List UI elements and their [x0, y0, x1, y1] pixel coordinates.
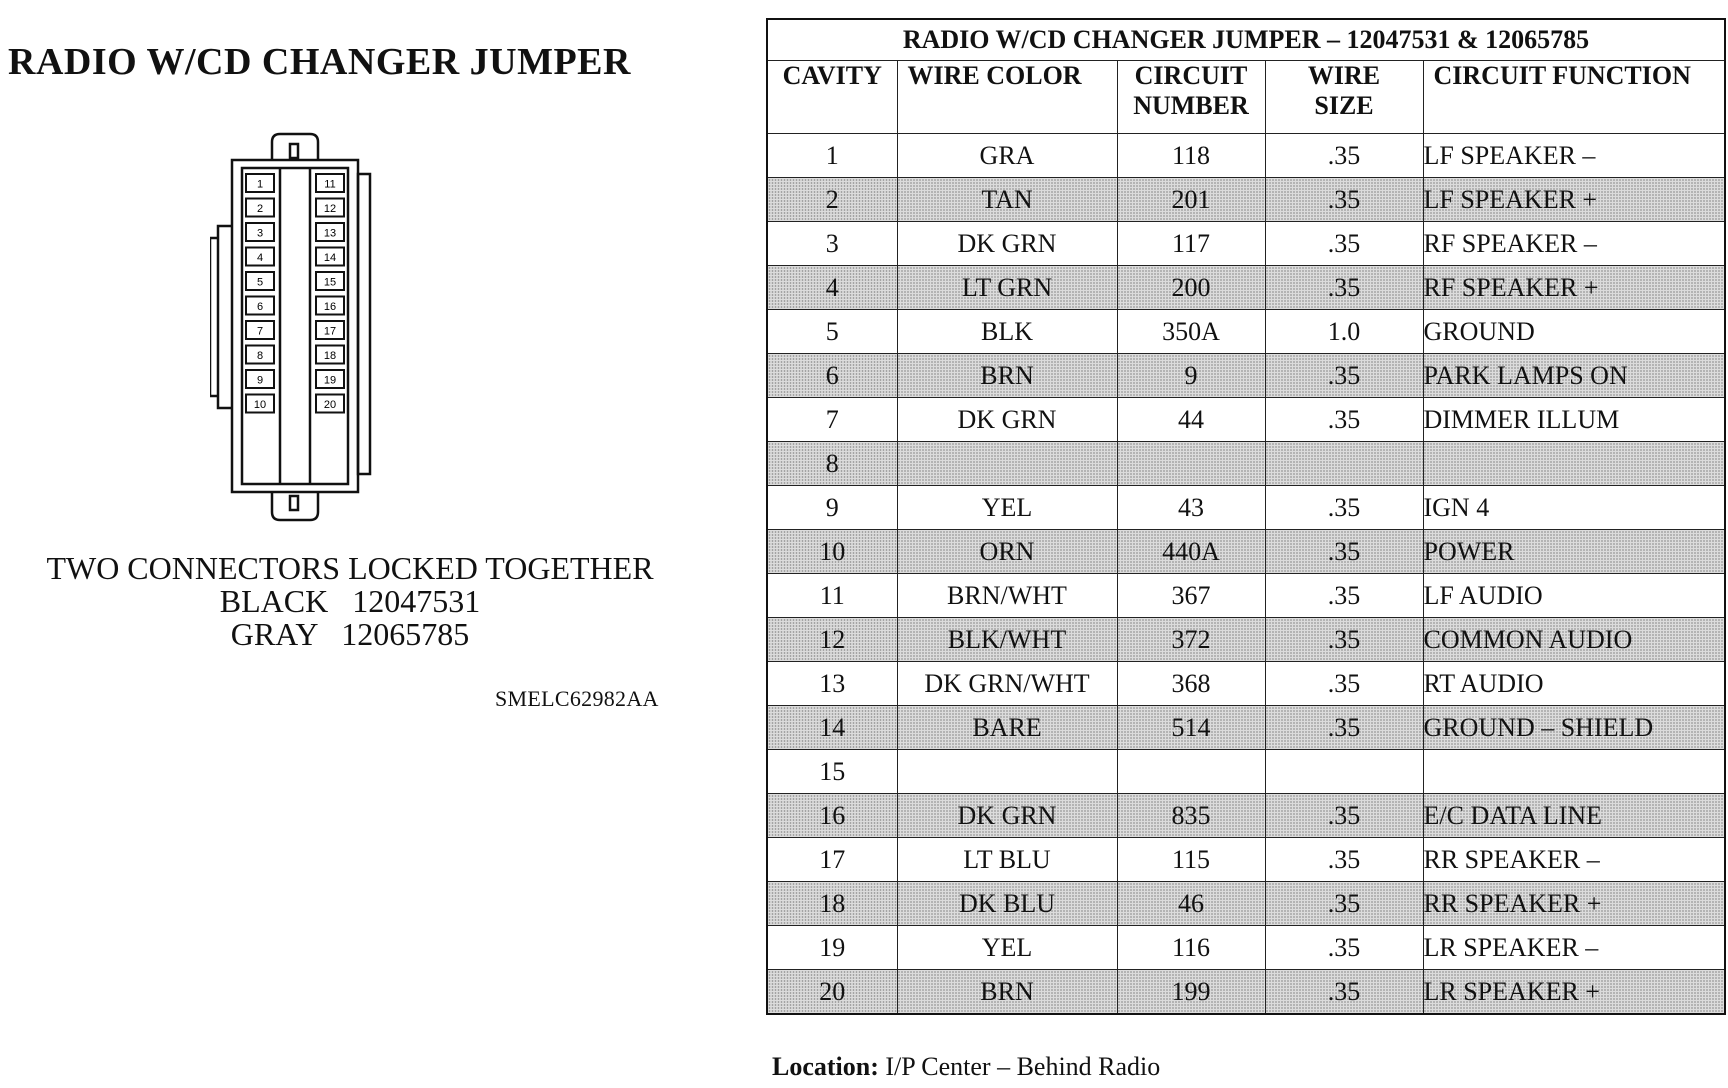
cell-wire-color: TAN — [897, 178, 1117, 222]
cell-cavity: 16 — [767, 794, 897, 838]
cell-circuit-number: 117 — [1117, 222, 1265, 266]
cell-wire-color: ORN — [897, 530, 1117, 574]
header-circuit-function: CIRCUIT FUNCTION — [1423, 61, 1725, 134]
cell-circuit-number — [1117, 750, 1265, 794]
pin-number-label: 9 — [256, 374, 264, 387]
pin-number-label: 20 — [323, 399, 337, 411]
cell-circuit-number: 372 — [1117, 618, 1265, 662]
right-pin-column — [316, 174, 344, 413]
pin-number-label: 14 — [323, 252, 337, 264]
table-row — [767, 794, 1725, 838]
cell-wire-color: DK BLU — [897, 882, 1117, 926]
cell-cavity: 6 — [767, 354, 897, 398]
cell-cavity: 19 — [767, 926, 897, 970]
cell-wire-size: .35 — [1265, 706, 1423, 750]
pin-number-label: 5 — [256, 276, 264, 289]
cell-cavity: 8 — [767, 442, 897, 486]
cell-circuit-number: 368 — [1117, 662, 1265, 706]
cell-wire-color: GRA — [897, 134, 1117, 178]
table-row — [767, 926, 1725, 970]
table-row — [767, 134, 1725, 178]
cell-wire-size: .35 — [1265, 618, 1423, 662]
cell-circuit-number: 835 — [1117, 794, 1265, 838]
reference-code: SMELC62982AA — [495, 686, 659, 711]
cell-circuit-function — [1423, 750, 1725, 794]
cell-circuit-number: 43 — [1117, 486, 1265, 530]
pin-number-label: 17 — [323, 325, 337, 338]
table-row — [767, 970, 1725, 1015]
cell-cavity: 13 — [767, 662, 897, 706]
cell-circuit-number: 118 — [1117, 134, 1265, 178]
header-circuit-number — [1117, 61, 1265, 134]
cell-wire-size — [1265, 442, 1423, 486]
header-wire-color: WIRE COLOR — [897, 61, 1117, 134]
cell-wire-color: BLK/WHT — [897, 618, 1117, 662]
cell-wire-size: .35 — [1265, 178, 1423, 222]
location-label: Location: — [772, 1052, 879, 1081]
pin-number-label: 1 — [256, 178, 264, 191]
cell-cavity: 5 — [767, 310, 897, 354]
table-row — [767, 310, 1725, 354]
cell-circuit-number: 367 — [1117, 574, 1265, 618]
cell-wire-color: LT BLU — [897, 838, 1117, 882]
pin-number-label: 10 — [253, 399, 267, 411]
cell-cavity: 11 — [767, 574, 897, 618]
pin-number-label: 2 — [256, 203, 264, 215]
cell-circuit-function: LF SPEAKER + — [1423, 178, 1725, 222]
pin-number-label: 8 — [256, 350, 264, 362]
cell-circuit-function: LR SPEAKER – — [1423, 926, 1725, 970]
table-row — [767, 838, 1725, 882]
pin-number-label: 15 — [323, 276, 337, 289]
gray-connector-part: GRAY 12065785 — [230, 616, 470, 652]
cell-circuit-function: RF SPEAKER – — [1423, 222, 1725, 266]
table-row — [767, 442, 1725, 486]
table-row — [767, 618, 1725, 662]
location-value: I/P Center – Behind Radio — [878, 1052, 1161, 1081]
connector-face-diagram — [210, 128, 400, 528]
cell-circuit-function: COMMON AUDIO — [1423, 618, 1725, 662]
cell-circuit-function: DIMMER ILLUM — [1423, 398, 1725, 442]
cell-circuit-function: IGN 4 — [1423, 486, 1725, 530]
pin-number-label: 7 — [256, 325, 264, 338]
cell-wire-size — [1265, 750, 1423, 794]
header-circuit-number-line2: NUMBER — [1133, 91, 1249, 120]
cell-circuit-number: 115 — [1117, 838, 1265, 882]
header-wire-size — [1265, 61, 1423, 134]
cell-circuit-number: 116 — [1117, 926, 1265, 970]
table-row — [767, 354, 1725, 398]
header-wire-size-line2: SIZE — [1314, 91, 1374, 120]
pin-number-label: 16 — [323, 301, 337, 313]
table-row — [767, 486, 1725, 530]
cell-circuit-function: POWER — [1423, 530, 1725, 574]
cell-wire-size: 1.0 — [1265, 310, 1423, 354]
cell-circuit-number: 440A — [1117, 530, 1265, 574]
cell-wire-color: DK GRN/WHT — [897, 662, 1117, 706]
cell-wire-size: .35 — [1265, 662, 1423, 706]
cell-wire-size: .35 — [1265, 530, 1423, 574]
table-row — [767, 574, 1725, 618]
left-pin-column — [246, 174, 274, 413]
cell-wire-color: BRN — [897, 354, 1117, 398]
cell-circuit-number — [1117, 442, 1265, 486]
cell-cavity: 15 — [767, 750, 897, 794]
cell-cavity: 18 — [767, 882, 897, 926]
table-caption: RADIO W/CD CHANGER JUMPER – 12047531 & 12065785 — [767, 19, 1725, 61]
pinout-table — [766, 18, 1726, 1015]
cell-wire-size: .35 — [1265, 134, 1423, 178]
cell-circuit-function: RT AUDIO — [1423, 662, 1725, 706]
cell-wire-size: .35 — [1265, 794, 1423, 838]
cell-circuit-function — [1423, 442, 1725, 486]
cell-circuit-function: LR SPEAKER + — [1423, 970, 1725, 1015]
pin-number-label: 19 — [323, 374, 337, 387]
cell-circuit-function: RF SPEAKER + — [1423, 266, 1725, 310]
cell-wire-color: BARE — [897, 706, 1117, 750]
cell-cavity: 20 — [767, 970, 897, 1015]
cell-circuit-number: 514 — [1117, 706, 1265, 750]
cell-wire-size: .35 — [1265, 882, 1423, 926]
cell-wire-color: DK GRN — [897, 398, 1117, 442]
cell-wire-size: .35 — [1265, 838, 1423, 882]
cell-wire-color: YEL — [897, 926, 1117, 970]
cell-wire-color: DK GRN — [897, 794, 1117, 838]
cell-circuit-number: 201 — [1117, 178, 1265, 222]
diagram-title: RADIO W/CD CHANGER JUMPER — [8, 41, 631, 83]
cell-circuit-function: GROUND — [1423, 310, 1725, 354]
pin-number-label: 12 — [323, 203, 337, 215]
black-connector-part: BLACK 12047531 — [219, 583, 481, 619]
cell-wire-color: LT GRN — [897, 266, 1117, 310]
cell-cavity: 1 — [767, 134, 897, 178]
cell-wire-color: BRN/WHT — [897, 574, 1117, 618]
cell-circuit-number: 199 — [1117, 970, 1265, 1015]
table-row — [767, 398, 1725, 442]
table-row — [767, 222, 1725, 266]
cell-cavity: 4 — [767, 266, 897, 310]
connector-note: TWO CONNECTORS LOCKED TOGETHER — [46, 550, 654, 586]
cell-wire-size: .35 — [1265, 354, 1423, 398]
cell-wire-size: .35 — [1265, 970, 1423, 1015]
table-row — [767, 706, 1725, 750]
cell-circuit-function: GROUND – SHIELD — [1423, 706, 1725, 750]
pin-number-label: 4 — [256, 252, 264, 264]
cell-wire-color: BRN — [897, 970, 1117, 1015]
cell-circuit-number: 44 — [1117, 398, 1265, 442]
pin-number-label: 18 — [323, 350, 337, 362]
cell-cavity: 14 — [767, 706, 897, 750]
table-row — [767, 882, 1725, 926]
cell-wire-color: DK GRN — [897, 222, 1117, 266]
table-row — [767, 662, 1725, 706]
table-row — [767, 530, 1725, 574]
cell-wire-size: .35 — [1265, 398, 1423, 442]
cell-wire-size: .35 — [1265, 926, 1423, 970]
header-circuit-number-line1: CIRCUIT — [1134, 61, 1248, 90]
cell-circuit-function: LF SPEAKER – — [1423, 134, 1725, 178]
cell-circuit-number: 46 — [1117, 882, 1265, 926]
cell-circuit-number: 9 — [1117, 354, 1265, 398]
header-wire-size-line1: WIRE — [1307, 61, 1381, 90]
cell-wire-color: BLK — [897, 310, 1117, 354]
cell-circuit-function: RR SPEAKER – — [1423, 838, 1725, 882]
cell-wire-size: .35 — [1265, 266, 1423, 310]
cell-circuit-number: 350A — [1117, 310, 1265, 354]
connector-caption — [0, 552, 700, 651]
cell-wire-size: .35 — [1265, 574, 1423, 618]
cell-cavity: 12 — [767, 618, 897, 662]
pin-number-label: 13 — [323, 227, 337, 240]
cell-circuit-function: PARK LAMPS ON — [1423, 354, 1725, 398]
cell-circuit-function: RR SPEAKER + — [1423, 882, 1725, 926]
cell-wire-size: .35 — [1265, 486, 1423, 530]
table-row — [767, 266, 1725, 310]
cell-wire-size: .35 — [1265, 222, 1423, 266]
cell-wire-color: YEL — [897, 486, 1117, 530]
cell-cavity: 3 — [767, 222, 897, 266]
cell-cavity: 17 — [767, 838, 897, 882]
cell-wire-color — [897, 442, 1117, 486]
cell-cavity: 7 — [767, 398, 897, 442]
cell-circuit-function: E/C DATA LINE — [1423, 794, 1725, 838]
cell-cavity: 9 — [767, 486, 897, 530]
cell-circuit-function: LF AUDIO — [1423, 574, 1725, 618]
cell-wire-color — [897, 750, 1117, 794]
cell-cavity: 10 — [767, 530, 897, 574]
location-line — [772, 1052, 1160, 1082]
pin-number-label: 11 — [324, 178, 336, 191]
header-cavity: CAVITY — [767, 61, 897, 134]
cell-cavity: 2 — [767, 178, 897, 222]
cell-circuit-number: 200 — [1117, 266, 1265, 310]
table-row — [767, 178, 1725, 222]
pin-number-label: 6 — [256, 301, 264, 313]
pin-number-label: 3 — [256, 227, 264, 240]
table-row — [767, 750, 1725, 794]
